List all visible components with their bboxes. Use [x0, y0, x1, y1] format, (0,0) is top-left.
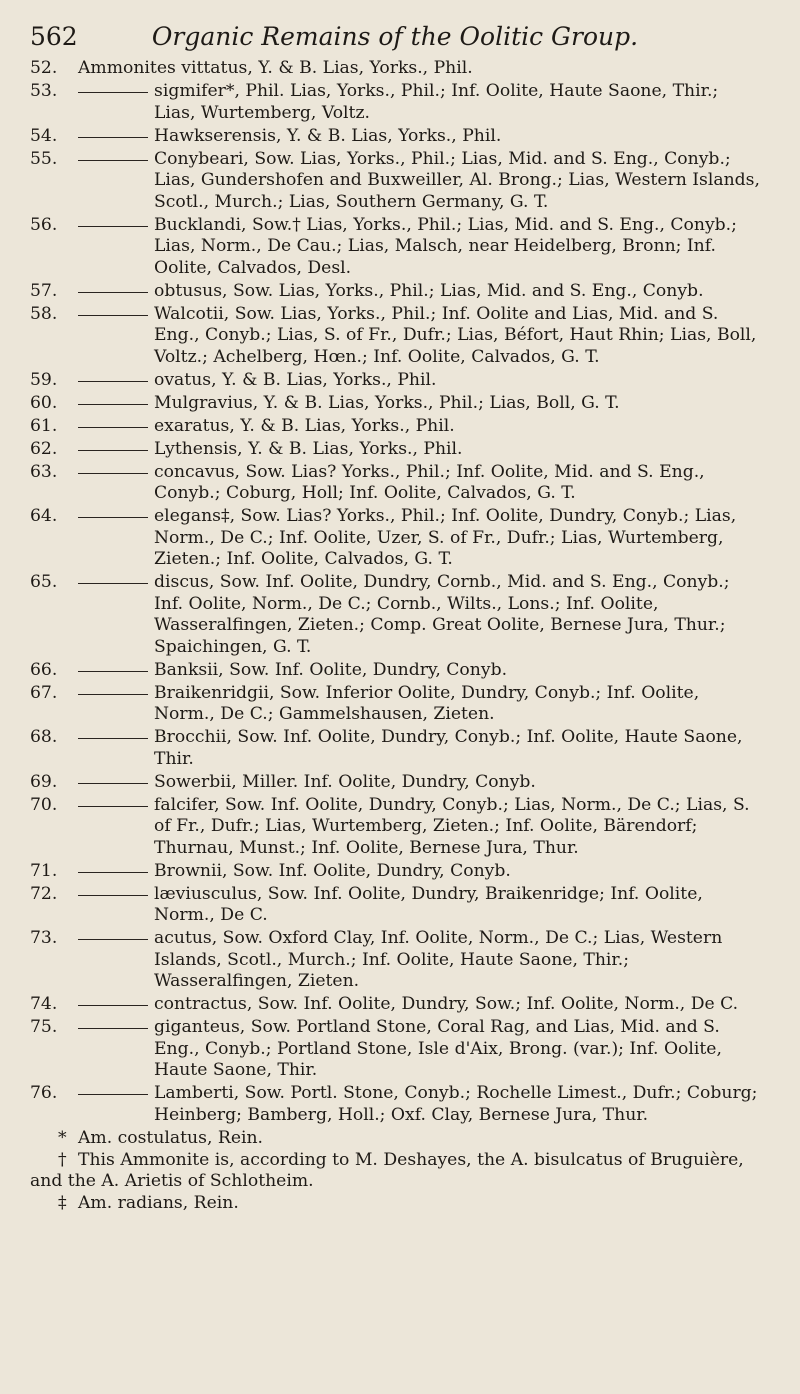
entry-text: Lamberti, Sow. Portl. Stone, Conyb.; Rochelle Limest., Dufr.; Coburg; Heinberg; Bamberg, Holl.; Oxf. Clay, Bernese Jura, Thur.	[154, 1083, 758, 1125]
entry-number: 57.	[30, 280, 58, 301]
entry-text: ovatus, Y. & B. Lias, Yorks., Phil.	[154, 369, 437, 390]
footnote-text: This Ammonite is, according to M. Deshayes, the A. bisulcatus of Bruguière,	[78, 1149, 744, 1170]
list-item	[30, 994, 760, 1016]
entry-number: 54.	[30, 125, 58, 146]
list-item	[30, 1083, 760, 1126]
list-item	[30, 506, 760, 571]
entry-number: 55.	[30, 148, 58, 169]
ditto-dash	[78, 517, 148, 518]
entry-number: 76.	[30, 1083, 58, 1103]
ditto-dash	[78, 226, 148, 227]
entry-text: elegans‡, Sow. Lias? Yorks., Phil.; Inf. Oolite, Dundry, Conyb.; Lias, Norm., De C.; Inf. Oolite, Uzer, S. of Fr., Dufr.; Lias, Wurtemberg, Zieten.; Inf. Oolite, Calvados, G. T.	[154, 506, 737, 569]
list-item	[30, 795, 760, 860]
entry-number: 75.	[30, 1017, 58, 1037]
footnote-mark: *	[58, 1128, 67, 1148]
ditto-dash	[78, 427, 148, 428]
list-item	[30, 416, 760, 438]
entry-text: Lythensis, Y. & B. Lias, Yorks., Phil.	[154, 438, 463, 459]
entry-number: 67.	[30, 682, 58, 703]
entry-text: Sowerbii, Miller. Inf. Oolite, Dundry, Conyb.	[154, 771, 536, 792]
list-item	[30, 727, 760, 770]
ditto-dash	[78, 583, 148, 584]
entry-text: Conybeari, Sow. Lias, Yorks., Phil.; Lias, Mid. and S. Eng., Conyb.; Lias, Gundershofen and Buxweiller, Al. Brong.; Lias, Western Islands, Scotl., Murch.; Lias, Southern Germany, G. T.	[154, 148, 760, 212]
entry-number: 63.	[30, 461, 58, 482]
list-item	[30, 58, 760, 80]
entry-text: concavus, Sow. Lias? Yorks., Phil.; Inf. Oolite, Mid. and S. Eng., Conyb.; Coburg, Holl; Inf. Oolite, Calvados, G. T.	[154, 461, 705, 503]
entry-number: 66.	[30, 659, 58, 680]
list-item	[30, 81, 760, 124]
list-item	[30, 281, 760, 303]
list-item	[30, 861, 760, 883]
entry-text: Ammonites vittatus, Y. & B. Lias, Yorks., Phil.	[78, 58, 473, 78]
entry-number: 68.	[30, 727, 58, 747]
footnote-text: Am. costulatus, Rein.	[78, 1128, 264, 1148]
entry-text: Hawkserensis, Y. & B. Lias, Yorks., Phil.	[154, 125, 502, 146]
entry-text: Banksii, Sow. Inf. Oolite, Dundry, Conyb.	[154, 659, 508, 680]
footnote	[30, 1150, 760, 1172]
ditto-dash	[78, 473, 148, 474]
ditto-dash	[78, 872, 148, 873]
entry-number: 65.	[30, 572, 58, 592]
list-item	[30, 884, 760, 927]
ditto-dash	[78, 1094, 148, 1095]
ditto-dash	[78, 160, 148, 161]
entry-number: 74.	[30, 994, 58, 1014]
footnote	[30, 1128, 760, 1150]
entry-number: 73.	[30, 928, 58, 948]
entry-number: 69.	[30, 771, 58, 792]
ditto-dash	[78, 315, 148, 316]
list-item	[30, 683, 760, 726]
entry-number: 56.	[30, 214, 58, 235]
entry-number: 61.	[30, 415, 58, 436]
footnote-mark: †	[58, 1149, 67, 1170]
entry-number: 58.	[30, 303, 58, 324]
ditto-dash	[78, 404, 148, 405]
page-number: 562	[30, 22, 78, 51]
ditto-dash	[78, 1005, 148, 1006]
ditto-dash	[78, 671, 148, 672]
entry-text: Braikenridgii, Sow. Inferior Oolite, Dundry, Conyb.; Inf. Oolite, Norm., De C.; Gammelshausen, Zieten.	[154, 682, 700, 724]
ditto-dash	[78, 806, 148, 807]
list-item	[30, 215, 760, 280]
list-item	[30, 928, 760, 993]
list-item	[30, 126, 760, 148]
entry-text: contractus, Sow. Inf. Oolite, Dundry, Sow.; Inf. Oolite, Norm., De C.	[154, 994, 739, 1014]
entry-text: Bucklandi, Sow.† Lias, Yorks., Phil.; Lias, Mid. and S. Eng., Conyb.; Lias, Norm., De Cau.; Lias, Malsch, near Heidelberg, Bronn; Inf. Oolite, Calvados, Desl.	[154, 214, 737, 278]
footnote-text: and the A. Arietis of Schlotheim.	[30, 1171, 314, 1191]
entry-text: læviusculus, Sow. Inf. Oolite, Dundry, Braikenridge; Inf. Oolite, Norm., De C.	[154, 883, 703, 925]
ditto-dash	[78, 939, 148, 940]
entry-text: Brownii, Sow. Inf. Oolite, Dundry, Conyb.	[154, 860, 511, 881]
list-item	[30, 393, 760, 415]
entry-number: 64.	[30, 506, 58, 526]
list-item	[30, 572, 760, 658]
list-item	[30, 660, 760, 682]
entry-number: 59.	[30, 369, 58, 390]
entry-number: 70.	[30, 794, 58, 815]
ditto-dash	[78, 450, 148, 451]
entry-number: 60.	[30, 392, 58, 413]
entry-text: sigmifer*, Phil. Lias, Yorks., Phil.; Inf. Oolite, Haute Saone, Thir.; Lias, Wurtemberg, Voltz.	[154, 81, 719, 123]
species-list	[30, 58, 760, 1126]
footnote	[30, 1171, 760, 1193]
list-item	[30, 149, 760, 214]
entry-text: giganteus, Sow. Portland Stone, Coral Rag, and Lias, Mid. and S. Eng., Conyb.; Portland Stone, Isle d'Aix, Brong. (var.); Inf. Oolite, Haute Saone, Thir.	[154, 1017, 722, 1080]
footnote-text: Am. radians, Rein.	[78, 1192, 239, 1213]
entry-text: exaratus, Y. & B. Lias, Yorks., Phil.	[154, 415, 455, 436]
entry-number: 71.	[30, 860, 58, 881]
list-item	[30, 772, 760, 794]
ditto-dash	[78, 381, 148, 382]
running-title: Organic Remains of the Oolitic Group.	[151, 22, 639, 51]
entry-number: 52.	[30, 58, 58, 78]
entry-text: acutus, Sow. Oxford Clay, Inf. Oolite, Norm., De C.; Lias, Western Islands, Scotl., Murch.; Inf. Oolite, Haute Saone, Thir.; Wasseralfingen, Zieten.	[154, 928, 723, 991]
footnote	[30, 1193, 760, 1215]
list-item	[30, 462, 760, 505]
entry-text: Walcotii, Sow. Lias, Yorks., Phil.; Inf. Oolite and Lias, Mid. and S. Eng., Conyb.; Lias, S. of Fr., Dufr.; Lias, Béfort, Haut Rhin; Lias, Boll, Voltz.; Achelberg, Hœn.; Inf. Oolite, Calvados, G. T.	[154, 303, 757, 367]
ditto-dash	[78, 783, 148, 784]
list-item	[30, 304, 760, 369]
footnotes	[30, 1128, 760, 1214]
entry-text: falcifer, Sow. Inf. Oolite, Dundry, Conyb.; Lias, Norm., De C.; Lias, S. of Fr., Dufr.; Lias, Wurtemberg, Zieten.; Inf. Oolite, Bärendorf; Thurnau, Munst.; Inf. Oolite, Bernese Jura, Thur.	[154, 794, 750, 858]
ditto-dash	[78, 92, 148, 93]
list-item	[30, 439, 760, 461]
page-header	[30, 18, 760, 58]
ditto-dash	[78, 895, 148, 896]
entry-text: Mulgravius, Y. & B. Lias, Yorks., Phil.; Lias, Boll, G. T.	[154, 392, 620, 413]
entry-number: 62.	[30, 438, 58, 459]
ditto-dash	[78, 738, 148, 739]
entry-text: obtusus, Sow. Lias, Yorks., Phil.; Lias, Mid. and S. Eng., Conyb.	[154, 280, 704, 301]
list-item	[30, 1017, 760, 1082]
ditto-dash	[78, 137, 148, 138]
ditto-dash	[78, 694, 148, 695]
entry-number: 72.	[30, 883, 58, 904]
ditto-dash	[78, 292, 148, 293]
ditto-dash	[78, 1028, 148, 1029]
entry-text: discus, Sow. Inf. Oolite, Dundry, Cornb., Mid. and S. Eng., Conyb.; Inf. Oolite, Norm., De C.; Cornb., Wilts., Lons.; Inf. Oolite, Wasseralfingen, Zieten.; Comp. Great Oolite, Bernese Jura, Thur.; Spaichingen, G. T.	[154, 572, 730, 657]
footnote-mark: ‡	[58, 1192, 67, 1213]
entry-number: 53.	[30, 81, 58, 101]
list-item	[30, 370, 760, 392]
entry-text: Brocchii, Sow. Inf. Oolite, Dundry, Conyb.; Inf. Oolite, Haute Saone, Thir.	[154, 727, 743, 769]
